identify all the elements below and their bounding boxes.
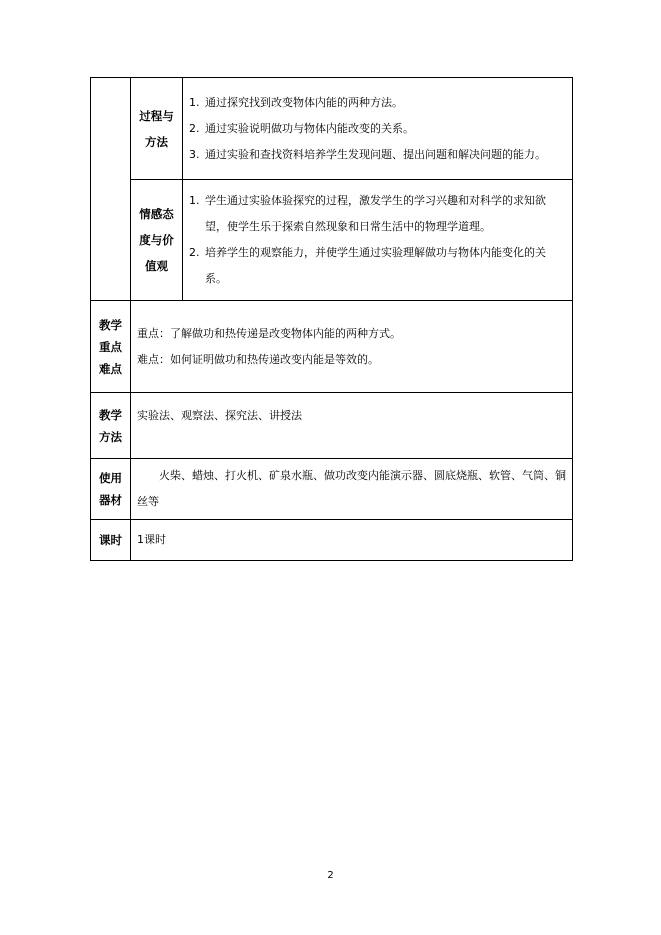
list-item: 培养学生的观察能力，并使学生通过实验理解做功与物体内能变化的关系。 — [205, 246, 546, 285]
duration-row — [91, 520, 573, 561]
focus-text: 重点：了解做功和热传递是改变物体内能的两种方式。 — [137, 326, 401, 340]
emotion-label: 情感态度与价值观 — [131, 180, 183, 301]
methods-row — [91, 393, 573, 459]
page-number: 2 — [327, 870, 334, 881]
equipment-label: 使用器材 — [91, 459, 131, 520]
duration-content: 1课时 — [131, 520, 573, 561]
equipment-content: 火柴、蜡烛、打火机、矿泉水瓶、做功改变内能演示器、圆底烧瓶、软管、气筒、铜丝等 — [131, 459, 573, 520]
process-list — [183, 86, 572, 172]
duration-label: 课时 — [91, 520, 131, 561]
list-item: 学生通过实验体验探究的过程，激发学生的学习兴趣和对科学的求知欲望，使学生乐于探索自然现象和日常生活中的物理学道理。 — [205, 194, 546, 233]
process-label: 过程与方法 — [131, 78, 183, 180]
lesson-plan-table — [90, 77, 573, 561]
list-item: 通过实验和查找资料培养学生发现问题、提出问题和解决问题的能力。 — [205, 147, 546, 161]
difficulty-text: 难点：如何证明做功和热传递改变内能是等效的。 — [137, 352, 379, 366]
methods-content: 实验法、观察法、探究法、讲授法 — [131, 393, 573, 459]
key-points-row — [91, 301, 573, 393]
process-row — [91, 78, 573, 180]
key-points-content — [131, 301, 573, 393]
methods-label: 教学方法 — [91, 393, 131, 459]
list-item: 通过探究找到改变物体内能的两种方法。 — [205, 95, 403, 109]
emotion-row — [91, 180, 573, 301]
process-content — [183, 78, 573, 180]
equipment-row — [91, 459, 573, 520]
objectives-header-cell — [91, 78, 131, 301]
list-item: 通过实验说明做功与物体内能改变的关系。 — [205, 121, 414, 135]
emotion-list — [183, 184, 572, 296]
key-points-label: 教学重点难点 — [91, 301, 131, 393]
emotion-content — [183, 180, 573, 301]
